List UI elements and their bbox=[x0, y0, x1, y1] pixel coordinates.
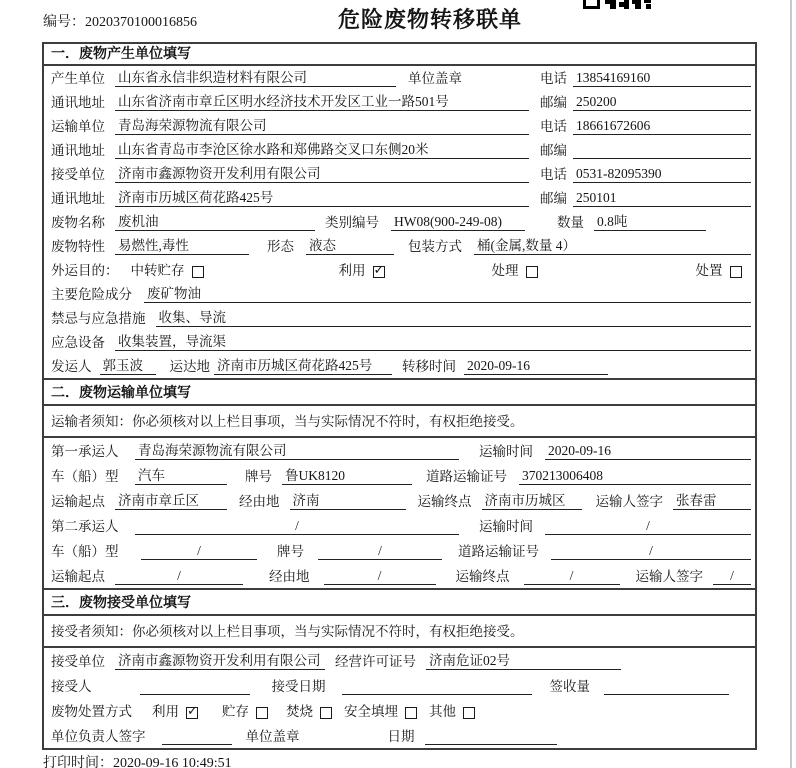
receiver-unit-value: 济南市鑫源物资开发利用有限公司 bbox=[115, 166, 529, 183]
disposal-other-label: 其他 bbox=[429, 704, 456, 719]
row-route-1 bbox=[44, 488, 755, 513]
disposal-incinerate-checkbox bbox=[320, 707, 332, 719]
row-transporter-address bbox=[44, 138, 755, 162]
row-transporter-unit bbox=[44, 114, 755, 138]
transporter-zip-value bbox=[573, 142, 751, 159]
option-dispose-label: 处置 bbox=[695, 263, 723, 278]
second-carrier-label: 第二承运人 bbox=[51, 519, 119, 534]
waste-name-label: 废物名称 bbox=[51, 215, 105, 230]
vehicle-type-value: 汽车 bbox=[135, 468, 227, 485]
producer-phone-value: 13854169160 bbox=[573, 70, 751, 87]
route-start-2-value: / bbox=[115, 568, 243, 585]
row-waste-properties bbox=[44, 234, 755, 258]
disposal-store-label: 贮存 bbox=[222, 704, 249, 719]
vehicle-type-2-value: / bbox=[141, 543, 257, 560]
transfer-form bbox=[42, 42, 757, 750]
route-start-value: 济南市章丘区 bbox=[115, 493, 227, 510]
waste-name-value: 废机油 bbox=[115, 214, 315, 231]
treat-checkbox bbox=[526, 266, 538, 278]
license-number-label: 经营许可证号 bbox=[335, 654, 416, 669]
packaging-value: 桶(金属,数量 4） bbox=[474, 238, 751, 255]
transport-time-value: 2020-09-16 bbox=[545, 443, 751, 460]
page-title: 危险废物转移联单 bbox=[337, 7, 522, 32]
destination-label: 运达地 bbox=[169, 359, 210, 374]
hazard-components-value: 废矿物油 bbox=[144, 286, 751, 303]
serial-value: 2020370100016856 bbox=[85, 15, 197, 30]
row-acceptor bbox=[44, 673, 755, 698]
route-start-2-label: 运输起点 bbox=[51, 569, 105, 584]
accept-date-label: 接受日期 bbox=[271, 679, 326, 694]
section1-title: 一．废物产生单位填写 bbox=[44, 44, 755, 66]
plate-number-value: 鲁UK8120 bbox=[282, 468, 412, 485]
receiver-unit-label: 接受单位 bbox=[51, 167, 105, 182]
row-vehicle-1 bbox=[44, 463, 755, 488]
carrier-signature-2-value: / bbox=[713, 568, 751, 585]
route-end-2-value: / bbox=[524, 568, 620, 585]
utilize-checkbox bbox=[373, 266, 385, 278]
producer-zip-value: 250200 bbox=[573, 94, 751, 111]
section2-notice: 运输者须知：你必须核对以上栏目事项，当与实际情况不符时，有权拒绝接受。 bbox=[44, 406, 755, 438]
physical-form-value: 液态 bbox=[306, 238, 394, 255]
row-disposal-method bbox=[44, 698, 755, 723]
route-end-label: 运输终点 bbox=[417, 494, 472, 509]
road-permit-label: 道路运输证号 bbox=[426, 469, 507, 484]
section2-title: 二．废物运输单位填写 bbox=[44, 378, 755, 406]
physical-form-label: 形态 bbox=[267, 239, 294, 254]
transporter-phone-label: 电话 bbox=[540, 119, 567, 134]
row-producer-address bbox=[44, 90, 755, 114]
road-permit-2-label: 道路运输证号 bbox=[458, 544, 539, 559]
receiver-phone-value: 0531-82095390 bbox=[573, 166, 751, 183]
quantity-value: 0.8吨 bbox=[594, 214, 706, 231]
route-via-2-label: 经由地 bbox=[269, 569, 310, 584]
disposal-incinerate-label: 焚烧 bbox=[286, 704, 313, 719]
transfer-storage-checkbox bbox=[192, 266, 204, 278]
producer-address-value: 山东省济南市章丘区明水经济技术开发区工业一路501号 bbox=[115, 94, 529, 111]
received-quantity-value bbox=[604, 678, 729, 695]
row-hazard-components bbox=[44, 282, 755, 306]
seal-date-value bbox=[425, 728, 557, 745]
disposal-utilize-checkbox bbox=[186, 707, 198, 719]
option-treat bbox=[492, 263, 538, 279]
sender-label: 发运人 bbox=[51, 359, 92, 374]
disposal-landfill-checkbox bbox=[405, 707, 417, 719]
row-receiver-unit bbox=[44, 162, 755, 186]
category-code-value: HW08(900-249-08) bbox=[391, 214, 525, 231]
row-producer-unit bbox=[44, 66, 755, 90]
emergency-equipment-value: 收集装置，导流渠 bbox=[115, 334, 751, 351]
plate-number-label: 牌号 bbox=[245, 469, 272, 484]
producer-zip-label: 邮编 bbox=[540, 95, 567, 110]
plate-number-2-value: / bbox=[318, 543, 442, 560]
packaging-label: 包装方式 bbox=[408, 239, 462, 254]
route-end-2-label: 运输终点 bbox=[455, 569, 510, 584]
license-number-value: 济南危证02号 bbox=[426, 653, 621, 670]
section3-notice: 接受者须知：你必须核对以上栏目事项，当与实际情况不符时，有权拒绝接受。 bbox=[44, 616, 755, 648]
category-code-label: 类别编号 bbox=[325, 215, 379, 230]
accepting-unit-label: 接受单位 bbox=[51, 654, 105, 669]
disposal-landfill-label: 安全填埋 bbox=[344, 704, 398, 719]
route-via-2-value: / bbox=[324, 568, 436, 585]
option-transfer-storage bbox=[131, 263, 204, 279]
disposal-other-checkbox bbox=[463, 707, 475, 719]
row-responsible-signature bbox=[44, 723, 755, 748]
transporter-unit-label: 运输单位 bbox=[51, 119, 105, 134]
option-disposal-incinerate bbox=[286, 704, 332, 720]
print-time-value: 2020-09-16 10:49:51 bbox=[113, 756, 232, 768]
row-waste-name bbox=[44, 210, 755, 234]
quantity-label: 数量 bbox=[557, 215, 584, 230]
row-first-carrier bbox=[44, 438, 755, 463]
print-time-line bbox=[43, 752, 232, 768]
sender-value: 郭玉波 bbox=[100, 358, 156, 375]
row-emergency-measures bbox=[44, 306, 755, 330]
receiver-address-label: 通讯地址 bbox=[51, 191, 105, 206]
option-utilize bbox=[339, 263, 385, 279]
row-emergency-equipment bbox=[44, 330, 755, 354]
emergency-measures-label: 禁忌与应急措施 bbox=[51, 311, 146, 326]
option-disposal-store bbox=[222, 704, 268, 720]
emergency-equipment-label: 应急设备 bbox=[51, 335, 105, 350]
row-second-carrier bbox=[44, 513, 755, 538]
option-disposal-other bbox=[429, 704, 475, 720]
responsible-signature-value bbox=[162, 728, 232, 745]
route-start-label: 运输起点 bbox=[51, 494, 105, 509]
producer-unit-label: 产生单位 bbox=[51, 71, 105, 86]
receiver-zip-value: 250101 bbox=[573, 190, 751, 207]
unit-seal-2-label: 单位盖章 bbox=[245, 729, 300, 744]
transfer-purpose-label: 外运目的： bbox=[51, 263, 119, 278]
dispose-checkbox bbox=[730, 266, 742, 278]
scan-edge-line bbox=[790, 0, 792, 768]
disposal-utilize-label: 利用 bbox=[152, 704, 179, 719]
waste-properties-label: 废物特性 bbox=[51, 239, 105, 254]
transporter-address-value: 山东省青岛市李沧区徐水路和郑佛路交叉口东侧20米 bbox=[115, 142, 529, 159]
road-permit-value: 370213006408 bbox=[519, 468, 751, 485]
carrier-signature-value: 张春雷 bbox=[673, 493, 751, 510]
transport-time-2-label: 运输时间 bbox=[479, 519, 533, 534]
unit-seal-label: 单位盖章 bbox=[408, 71, 462, 86]
row-transfer-purpose bbox=[44, 258, 755, 282]
option-disposal-landfill bbox=[344, 704, 417, 720]
receiver-zip-label: 邮编 bbox=[540, 191, 567, 206]
second-carrier-value: / bbox=[135, 518, 459, 535]
section3-title: 三．废物接受单位填写 bbox=[44, 588, 755, 616]
receiver-address-value: 济南市历城区荷花路425号 bbox=[115, 190, 529, 207]
destination-value: 济南市历城区荷花路425号 bbox=[214, 358, 392, 375]
transporter-unit-value: 青岛海荣源物流有限公司 bbox=[115, 118, 529, 135]
route-via-value: 济南 bbox=[290, 493, 406, 510]
carrier-signature-2-label: 运输人签字 bbox=[635, 569, 703, 584]
vehicle-type-2-label: 车（船）型 bbox=[51, 544, 119, 559]
row-route-2 bbox=[44, 563, 755, 588]
row-sender bbox=[44, 354, 755, 378]
disposal-method-label: 废物处置方式 bbox=[51, 704, 132, 719]
road-permit-2-value: / bbox=[551, 543, 751, 560]
seal-date-label: 日期 bbox=[387, 729, 415, 744]
option-dispose bbox=[696, 263, 742, 279]
print-time-label: 打印时间： bbox=[43, 756, 113, 768]
acceptor-value bbox=[140, 678, 250, 695]
vehicle-type-label: 车（船）型 bbox=[51, 469, 119, 484]
plate-number-2-label: 牌号 bbox=[277, 544, 304, 559]
transport-time-2-value: / bbox=[545, 518, 751, 535]
waste-properties-value: 易燃性,毒性 bbox=[115, 238, 249, 255]
producer-phone-label: 电话 bbox=[540, 71, 567, 86]
row-vehicle-2 bbox=[44, 538, 755, 563]
option-treat-label: 处理 bbox=[491, 263, 519, 278]
carrier-signature-label: 运输人签字 bbox=[595, 494, 663, 509]
producer-address-label: 通讯地址 bbox=[51, 95, 105, 110]
emergency-measures-value: 收集、导流 bbox=[156, 310, 752, 327]
accepting-unit-value: 济南市鑫源物资开发利用有限公司 bbox=[115, 653, 325, 670]
receiver-phone-label: 电话 bbox=[540, 167, 567, 182]
transport-time-label: 运输时间 bbox=[479, 444, 533, 459]
accept-date-value bbox=[342, 678, 532, 695]
transfer-time-label: 转移时间 bbox=[402, 359, 456, 374]
hazard-components-label: 主要危险成分 bbox=[51, 287, 132, 302]
responsible-signature-label: 单位负责人签字 bbox=[51, 729, 146, 744]
acceptor-label: 接受人 bbox=[51, 679, 92, 694]
transporter-zip-label: 邮编 bbox=[540, 143, 567, 158]
transporter-phone-value: 18661672606 bbox=[573, 118, 751, 135]
received-quantity-label: 签收量 bbox=[549, 679, 590, 694]
first-carrier-value: 青岛海荣源物流有限公司 bbox=[135, 443, 459, 460]
disposal-store-checkbox bbox=[256, 707, 268, 719]
option-disposal-utilize bbox=[152, 704, 198, 720]
first-carrier-label: 第一承运人 bbox=[51, 444, 119, 459]
row-accepting-unit bbox=[44, 648, 755, 673]
transporter-address-label: 通讯地址 bbox=[51, 143, 105, 158]
producer-unit-value: 山东省永信非织造材料有限公司 bbox=[115, 70, 396, 87]
option-utilize-label: 利用 bbox=[338, 263, 366, 278]
transfer-time-value: 2020-09-16 bbox=[464, 358, 608, 375]
route-via-label: 经由地 bbox=[239, 494, 280, 509]
serial-label: 编号： bbox=[43, 15, 85, 30]
option-transfer-storage-label: 中转贮存 bbox=[130, 263, 185, 278]
route-end-value: 济南市历城区 bbox=[482, 493, 582, 510]
row-receiver-address bbox=[44, 186, 755, 210]
